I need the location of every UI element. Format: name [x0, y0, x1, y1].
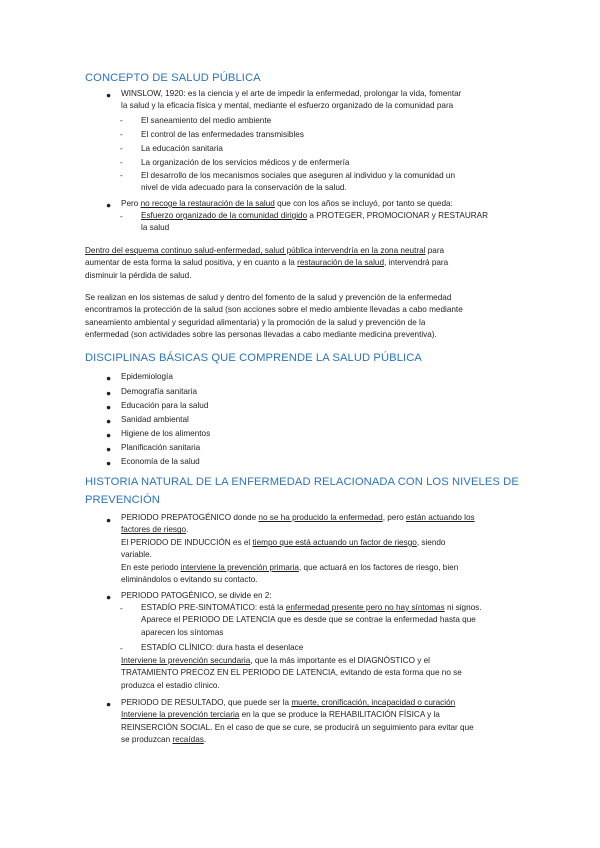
bullet-icon: ●: [106, 90, 112, 100]
text-line: REINSERCIÓN SOCIAL. En el caso de que se cure, se producirá un seguimiento para evitar que: [121, 722, 474, 732]
text: aumentar de esta forma la salud positiva, y en cuanto a la: [85, 258, 298, 268]
pero-line: [121, 198, 453, 210]
underlined-text: Dentro del esquema continuo salud-enfermedad, salud pública intervendría en la zona neutral: [85, 246, 426, 255]
text-line: enfermedad (son actividades sobre las personas llevadas a cabo mediante medicina preventiva).: [85, 330, 437, 340]
text: a PROTEGER, PROMOCIONAR y RESTAURAR: [307, 211, 489, 220]
list-item: Demografía sanitaria: [121, 387, 197, 396]
underlined-text: tiempo que está actuando un factor de riesgo: [252, 537, 417, 547]
text-line: produzca el estadio clínico.: [121, 680, 220, 690]
periodo-resultado: [121, 697, 474, 747]
list-item: Higiene de los alimentos: [121, 429, 211, 438]
text-line: [121, 697, 474, 709]
list-item: Educación para la salud: [121, 401, 209, 410]
text-line: [121, 524, 475, 536]
list-item: Epidemiología: [121, 372, 173, 381]
underlined-text: interviene la prevención primaria: [180, 562, 299, 572]
paragraph-sistemas: [85, 292, 463, 342]
estadio-presintomatico: [141, 602, 482, 639]
text: , que actuará en los factores de riesgo, bien: [298, 562, 459, 572]
text: que con los años se incluyó, por tanto se queda:: [274, 199, 453, 208]
text-line: nivel de vida adecuado para la conservación de la salud.: [141, 183, 347, 193]
list-item: Economía de la salud: [121, 457, 200, 466]
text-line: variable.: [121, 550, 152, 560]
text-line: [141, 210, 488, 222]
text-line: Aparece el PERIODO DE LATENCIA que es desde que se contrae la enfermedad hasta que: [141, 615, 476, 625]
bullet-icon: ●: [106, 388, 112, 398]
text-line: [121, 734, 474, 746]
text: , siendo: [416, 537, 446, 547]
text: ni signos.: [444, 603, 482, 612]
underlined-text: enfermedad presente pero no hay síntomas: [285, 603, 445, 612]
underlined-text: muerte, cronificación, incapacidad o curación: [291, 698, 456, 707]
text-line: [121, 537, 475, 549]
list-item: El saneamiento del medio ambiente: [141, 116, 272, 125]
estadio-clinico: ESTADÍO CLÍNICO: dura hasta el desenlace: [141, 643, 304, 652]
bullet-icon: ●: [106, 430, 112, 440]
text: se produzcan: [121, 735, 173, 745]
text: para: [425, 246, 445, 255]
text-line: TRATAMIENTO PRECOZ EN EL PERIODO DE LATENCIA, evitando de esta forma que no se: [121, 668, 462, 678]
bullet-icon: ●: [106, 402, 112, 412]
text-line: saneamiento ambiental y seguridad alimentaria) y la promoción de la salud y prevención de la: [85, 317, 426, 327]
text: , pero: [382, 513, 406, 522]
prevencion-secundaria: [121, 655, 462, 692]
text: Pero: [121, 199, 141, 208]
paragraph-esquema: [85, 245, 448, 282]
underlined-text: Esfuerzo organizado de la comunidad dirigido: [141, 211, 308, 220]
winslow-definition: [121, 88, 461, 113]
underlined-text: Interviene la prevención terciaria: [121, 710, 240, 720]
underlined-text: factores de riesgo: [121, 525, 187, 535]
dash-icon: -: [120, 644, 123, 653]
text-line: eliminándolos o evitando su contacto.: [121, 575, 258, 585]
periodo-patogenico: PERIODO PATOGÉNICO, se divide en 2:: [121, 591, 272, 600]
bullet-icon: ●: [106, 458, 112, 468]
text-line: [85, 257, 448, 269]
bullet-icon: ●: [106, 416, 112, 426]
heading-concepto: CONCEPTO DE SALUD PÚBLICA: [85, 72, 261, 84]
text: El PERIODO DE INDUCCIÓN es el: [121, 537, 253, 547]
text-line: encontramos la protección de la salud (son acciones sobre el medio ambiente llevadas a cabo mediante: [85, 305, 463, 315]
underlined-text: restauración de la salud: [297, 258, 385, 268]
bullet-icon: ●: [106, 592, 112, 602]
text-line: [121, 512, 475, 524]
list-item: Sanidad ambiental: [121, 415, 189, 424]
underlined-text: están actuando los: [405, 513, 475, 522]
text-line: [121, 709, 474, 721]
text-line: la salud y la eficacia física y mental, mediante el esfuerzo organizado de la comunidad para: [121, 101, 454, 111]
list-item: La educación sanitaria: [141, 144, 223, 153]
text: ESTADÍO PRE-SINTOMÁTICO: está la: [141, 603, 286, 612]
bullet-icon: ●: [106, 515, 112, 525]
list-item: La organización de los servicios médicos y de enfermería: [141, 158, 350, 167]
text: , que la más importante es el DIAGNÓSTICO y el: [250, 656, 430, 665]
text-line: WINSLOW, 1920: es la ciencia y el arte de impedir la enfermedad, prolongar la vida, fomentar: [121, 89, 462, 98]
text-line: [121, 562, 475, 574]
underlined-text: no se ha producido la enfermedad: [258, 513, 383, 522]
bullet-icon: ●: [106, 699, 112, 709]
heading-disciplinas: DISCIPLINAS BÁSICAS QUE COMPRENDE LA SALUD PÚBLICA: [85, 352, 422, 364]
text-line: [85, 245, 448, 257]
dash-icon: -: [120, 144, 123, 153]
text-line: disminuir la pérdida de salud.: [85, 270, 192, 280]
text: PERIODO DE RESULTADO, que puede ser la: [121, 698, 292, 707]
dash-icon: -: [120, 158, 123, 167]
list-item: El control de las enfermedades transmisibles: [141, 130, 304, 139]
text-line: Se realizan en los sistemas de salud y dentro del fomento de la salud y prevención de la enfermedad: [85, 293, 452, 302]
underlined-text: recaídas: [172, 735, 204, 745]
text: PERIODO PREPATOGÉNICO donde: [121, 513, 259, 522]
underlined-text: no recoge la restauración de la salud: [140, 199, 275, 208]
dash-icon: -: [120, 171, 123, 180]
periodo-prepatogenico: [121, 512, 475, 586]
dash-icon: -: [120, 604, 123, 613]
text-line: aparecen los síntomas: [141, 627, 224, 637]
underlined-text: Interviene la prevención secundaria: [121, 656, 251, 665]
text: en la que se produce la REHABILITACIÓN FÍSICA y la: [239, 710, 440, 720]
list-item: Planificación sanitaria: [121, 443, 201, 452]
heading-historia-cont: PREVENCIÓN: [85, 494, 160, 506]
bullet-icon: ●: [106, 444, 112, 454]
esfuerzo-item: [141, 210, 488, 235]
text-line: la salud: [141, 223, 170, 233]
text: En este periodo: [121, 562, 181, 572]
list-item: [141, 170, 455, 195]
dash-icon: -: [120, 130, 123, 139]
text-line: [141, 602, 482, 614]
text: , intervendrá para: [384, 258, 449, 268]
bullet-icon: ●: [106, 200, 112, 210]
text-line: [121, 655, 462, 667]
text: .: [186, 525, 189, 535]
dash-icon: -: [120, 212, 123, 221]
bullet-icon: ●: [106, 373, 112, 383]
heading-historia: HISTORIA NATURAL DE LA ENFERMEDAD RELACIONADA CON LOS NIVELES DE: [85, 476, 519, 488]
dash-icon: -: [120, 116, 123, 125]
text-line: El desarrollo de los mecanismos sociales que aseguren al individuo y la comunidad un: [141, 171, 456, 180]
text: .: [203, 735, 207, 745]
